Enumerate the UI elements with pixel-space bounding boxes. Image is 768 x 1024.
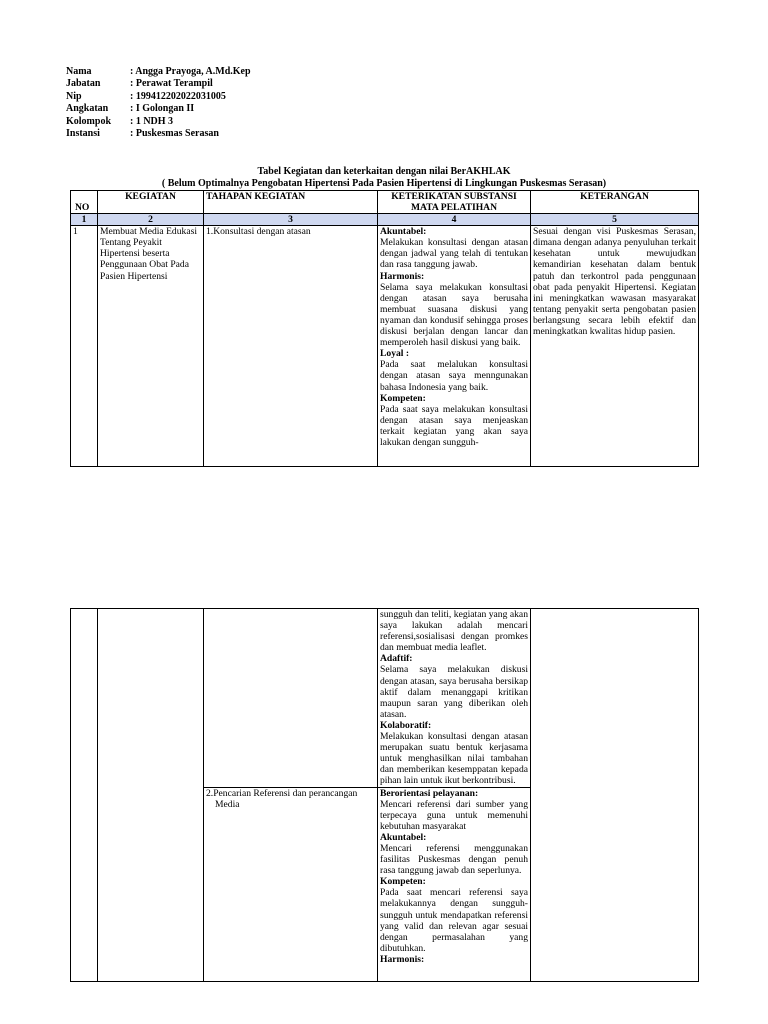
- value-heading: Berorientasi pelayanan:: [380, 787, 479, 799]
- value-heading: Kolaboratif:: [380, 719, 432, 731]
- header-no: NO: [71, 191, 98, 214]
- row-no: 1: [71, 226, 98, 467]
- row-keterangan: Sesuai dengan visi Puskesmas Serasan, dimana dengan adanya penyuluhan terkait kesehatan untuk mewujudkan kemandirian kesehatan dalam bentuk patuh dan terkontrol pada penggunaan obat pada penyakit Hipertensi. Kegiatan ini meningkatkan wawasan masyarakat tentang penyakit serta pengobatan pasien berlangsung secara lebih efektif dan meningkatkan kwalitas hidup pasien.: [531, 226, 699, 467]
- identity-value: : I Golongan II: [130, 103, 195, 115]
- value-heading: Harmonis:: [380, 953, 425, 965]
- table-header-row: [71, 191, 699, 214]
- row-keterikatan: [378, 787, 531, 981]
- identity-label: Instansi: [66, 128, 100, 140]
- row-tahapan-empty: [204, 609, 378, 788]
- header-kegiatan: KEGIATAN: [98, 191, 204, 214]
- value-text: Mencari referensi dari sumber yang terpecaya guna untuk memenuhi kebutuhan masyarakat: [380, 798, 528, 832]
- header-keterikatan: KETERIKATAN SUBSTANSI MATA PELATIHAN: [378, 191, 531, 214]
- tahapan-step: 2.Pencarian Referensi dan perancangan: [206, 787, 358, 799]
- identity-value: : 199412202022031005: [130, 90, 226, 102]
- row-tahapan: [204, 787, 378, 981]
- value-text: Mencari referensi menggunakan fasilitas Puskesmas dengan penuh rasa tanggung jawab dan seperlunya.: [380, 842, 528, 877]
- identity-row-jabatan: [66, 78, 251, 90]
- column-number: 3: [204, 214, 378, 226]
- value-heading: Adaftif:: [380, 653, 413, 665]
- header-tahapan: TAHAPAN KEGIATAN: [204, 191, 378, 214]
- identity-row-angkatan: [66, 103, 251, 115]
- column-number: 1: [71, 214, 98, 226]
- tahapan-step-continued: Media: [215, 798, 240, 810]
- table-title: Tabel Kegiatan dan keterkaitan dengan nilai BerAKHLAK: [257, 166, 511, 177]
- row-tahapan: 1.Konsultasi dengan atasan: [204, 226, 378, 467]
- value-heading: Kompeten:: [380, 876, 426, 888]
- identity-label: Jabatan: [66, 78, 101, 90]
- activity-table-part1: [70, 190, 699, 467]
- identity-row-nip: [66, 91, 251, 103]
- value-heading: Loyal :: [380, 348, 410, 360]
- column-number-row: [71, 214, 699, 226]
- header-keterangan: KETERANGAN: [531, 191, 699, 214]
- value-text: Pada saat melalukan konsultasi dengan atasan saya menngunakan bahasa Indonesia yang baik.: [380, 359, 528, 393]
- value-text: Melakukan konsultasi dengan atasan merupakan suatu bentuk kerjasama untuk menghasilkan nilai tambahan dan memberikan kesemppatan kepada pihan lain untuk ikut berkontribusi.: [380, 731, 528, 787]
- identity-value: : Puskesmas Serasan: [130, 128, 219, 140]
- row-no-empty: [71, 609, 98, 982]
- value-heading: Akuntabel:: [380, 831, 427, 843]
- value-text-continued: sungguh dan teliti, kegiatan yang akan saya lakukan adalah mencari referensi,sosialisasi dengan promkes dan membuat media leaflet.: [380, 609, 528, 654]
- value-heading: Akuntabel:: [380, 226, 427, 238]
- value-heading: Kompeten:: [380, 392, 426, 404]
- table-row: [71, 609, 699, 788]
- row-kegiatan: Membuat Media Edukasi Tentang Peyakit Hipertensi beserta Penggunaan Obat Pada Pasien Hipertensi: [98, 226, 204, 467]
- identity-value: : Angga Prayoga, A.Md.Kep: [130, 66, 251, 77]
- column-number: 2: [98, 214, 204, 226]
- value-text: Melakukan konsultasi dengan atasan dengan jadwal yang telah di tentukan dan rasa tanggung jawab.: [380, 237, 528, 271]
- identity-value: : Perawat Terampil: [130, 78, 213, 90]
- table-row: [71, 226, 699, 467]
- activity-table-part2: [70, 608, 699, 982]
- identity-row-instansi: [66, 128, 251, 140]
- identity-label: Kolompok: [66, 115, 112, 127]
- identity-value: : 1 NDH 3: [130, 115, 174, 127]
- identity-block: [66, 66, 251, 140]
- row-keterikatan: [378, 226, 531, 467]
- value-text: Pada saat saya melakukan konsultasi dengan atasan saya menjeaskan terkait kegiatan yang akan saya lakukan dengan sungguh-: [380, 403, 528, 448]
- row-keterangan-empty: [531, 609, 699, 982]
- column-number: 5: [531, 214, 699, 226]
- table-subtitle: ( Belum Optimalnya Pengobatan Hipertensi Pada Pasien Hipertensi di Lingkungan Puskesmas Serasan): [161, 178, 607, 189]
- identity-label: Nip: [66, 90, 82, 102]
- row-keterikatan: [378, 609, 531, 788]
- value-text: Pada saat mencari referensi saya melakukannya dengan sungguh-sungguh untuk mendapatkan referensi yang valid dan relevan agar sesuai dengan permasalahan yang dibutuhkan.: [380, 887, 528, 954]
- row-kegiatan-empty: [98, 609, 204, 982]
- identity-row-kelompok: [66, 116, 251, 128]
- value-text: Selama saya melakukan konsultasi dengan atasan saya berusaha membuat suasana diskusi yang nyaman dan kondusif sehingga proses diskusi berjalan dengan lancar dan memperoleh hasil diskusi yang baik.: [380, 281, 528, 349]
- identity-label: Angkatan: [66, 103, 109, 115]
- column-number: 4: [378, 214, 531, 226]
- value-text: Selama saya melakukan diskusi dengan atasan, saya berusaha bersikap aktif dalam menanggapi kritikan maupun saran yang diberikan oleh atasan.: [380, 664, 528, 720]
- value-heading: Harmonis:: [380, 270, 425, 282]
- identity-label: Nama: [66, 66, 92, 77]
- identity-row-nama: [66, 66, 251, 78]
